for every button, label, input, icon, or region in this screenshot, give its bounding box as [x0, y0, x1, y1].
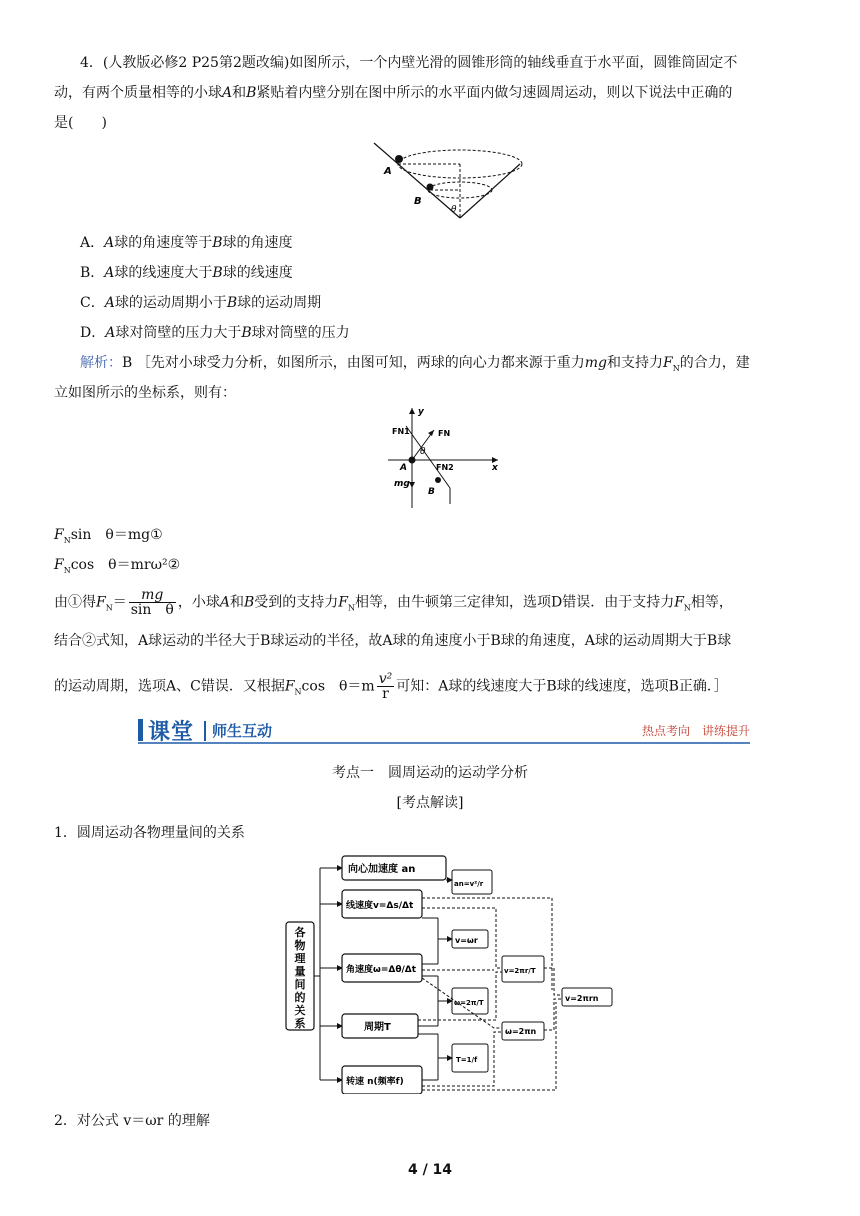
banner-subtitle: 师生互动	[212, 722, 273, 740]
box-angular-velocity: 角速度ω=Δθ/Δt	[346, 965, 417, 975]
label-theta: θ	[451, 205, 457, 215]
axis-x-label: x	[492, 463, 498, 473]
formula-omega-T: ω=2π/T	[454, 999, 484, 1007]
formula-T-f: T=1/f	[456, 1056, 478, 1064]
force-figure	[388, 404, 504, 510]
analysis-line-2: 立如图所示的坐标系，则有：	[54, 385, 236, 401]
relation-diagram	[282, 850, 622, 1094]
svg-text:量: 量	[294, 965, 306, 978]
force-b-label: B	[428, 487, 435, 497]
item-1: 1．圆周运动各物理量间的关系	[54, 825, 245, 841]
option-d: D．A球对筒壁的压力大于B球对筒壁的压力	[80, 325, 350, 341]
svg-text:各: 各	[294, 926, 306, 939]
banner-right: 热点考向 讲练提升	[641, 724, 750, 738]
box-rotation-speed: 转速 n(频率f)	[346, 1077, 404, 1087]
analysis-para-3: 的运动周期，选项A、C错误．又根据$F_N\cos$ θ＝m $\frac{\text{v²}}{r}$ 可知：A球的线速度大于B球的线速度，选项B正确．］	[54, 671, 728, 702]
fn2-label: FN2	[436, 463, 454, 472]
box-linear-velocity: 线速度v=Δs/Δt	[346, 901, 414, 911]
formula-v-2pirn: v=2πrn	[565, 994, 599, 1003]
question-line-1: 4．(人教版必修2 P25第2题改编)如图所示，一个内壁光滑的圆锥形筒的轴线垂直于水平面，圆锥筒固定不	[80, 55, 738, 71]
question-line-2: 动，有两个质量相等的小球A和B紧贴着内壁分别在图中所示的水平面内做匀速圆周运动，则以下说法中正确的	[54, 85, 733, 101]
theta-label: θ	[420, 447, 426, 457]
box-centripetal-acceleration: 向心加速度 an	[348, 864, 416, 875]
option-c: C．A球的运动周期小于B球的运动周期	[80, 295, 322, 311]
equation-1: $F_N\sin$ θ＝mg①	[54, 527, 163, 545]
question-line-3: 是( )	[54, 115, 107, 131]
page-number: 4 / 14	[407, 1162, 453, 1178]
label-b: B	[414, 196, 422, 207]
svg-text:理: 理	[294, 952, 306, 965]
formula-omega-2pin: ω=2πn	[505, 1027, 537, 1036]
label-a: A	[384, 166, 392, 177]
svg-text:物: 物	[294, 939, 306, 952]
force-ball-a	[409, 457, 416, 464]
force-a-label: A	[400, 463, 407, 473]
mg-label: mg	[394, 479, 410, 489]
option-a: A．A球的角速度等于B球的角速度	[80, 235, 293, 251]
ball-a	[395, 155, 403, 163]
axis-y-label: y	[418, 407, 424, 417]
item-2: 2．对公式 v＝ωr 的理解	[54, 1113, 210, 1129]
option-b: B．A球的线速度大于B球的线速度	[80, 265, 293, 281]
analysis-line-1: 解析：B ［先对小球受力分析，如图所示，由图可知，两球的向心力都来源于重力mg和支持力$F_N$的合力，建	[80, 355, 750, 373]
equation-2: $F_N\cos$ θ＝mrω²②	[54, 557, 181, 575]
banner-title: 课堂	[148, 720, 195, 745]
formula-an: an=v²/r	[454, 880, 484, 888]
force-ball-b	[435, 477, 441, 483]
analysis-para-2: 结合②式知，A球运动的半径大于B球运动的半径，故A球的角速度小于B球的角速度，A球的运动周期大于B球	[54, 633, 732, 649]
section-title: 考点一 圆周运动的运动学分析	[332, 765, 528, 781]
cone-figure	[360, 138, 530, 222]
fn-label: FN	[438, 429, 451, 438]
svg-text:的: 的	[294, 991, 306, 1004]
ball-b	[427, 184, 434, 191]
svg-text:系: 系	[294, 1017, 306, 1030]
svg-text:关: 关	[294, 1004, 306, 1017]
formula-v-2pir-T: v=2πr/T	[504, 967, 536, 975]
fn1-label: FN1	[392, 427, 410, 436]
section-banner	[138, 715, 750, 745]
box-period: 周期T	[364, 1022, 391, 1033]
svg-text:间: 间	[294, 978, 306, 991]
analysis-para-1: 由①得$F_N=$ $\frac{mg}{\text{sin θ}}$ ，小球A和B受到的支持力$F_N$相等，由牛顿第三定律知，选项D错误．由于支持力$F_N$相等，	[54, 587, 733, 618]
diagram-left-label	[295, 925, 307, 1030]
section-subtitle: [考点解读]	[396, 795, 464, 811]
formula-v-omega-r: v=ωr	[455, 936, 478, 945]
